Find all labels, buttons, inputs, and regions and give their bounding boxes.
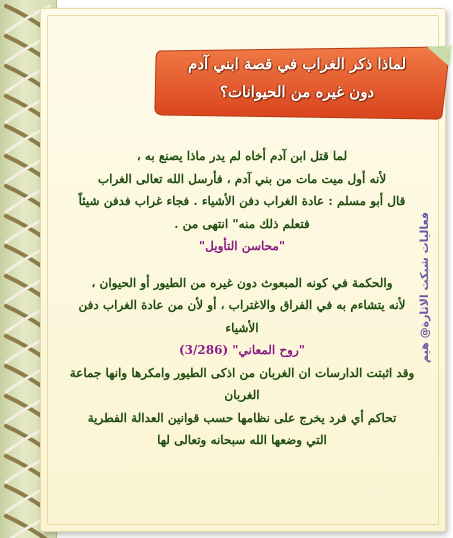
title-line-1: لماذا ذكر الغراب في قصة ابني آدم	[187, 55, 407, 73]
para1-line-4: فتعلم ذلك منه" انتهى من .	[174, 216, 310, 231]
para2-line-2: لأنه يتشاءم به في الفراق والاغتراب ، أو لأن من عادة الغراب دفن الأشياء	[78, 298, 406, 335]
spacer	[68, 258, 416, 272]
para1-line-1: لما قتل ابن آدم أخاه لم يدر ماذا يصنع به ،	[136, 149, 348, 163]
para3-line-3: التي وضعها الله سبحانه وتعالى لها	[157, 433, 327, 447]
title-line-2: دون غيره من الحيوانات؟	[219, 83, 375, 101]
title	[162, 50, 432, 106]
article-body	[68, 145, 416, 452]
para3-line-1: وقد اثبتت الدارسات ان الغربان من اذكى الطيور وامكرها وانها جماعة الغربان	[69, 365, 415, 402]
para1-line-3: قال أبو مسلم : عادة الغراب دفن الأشياء . فجاء غراب فدفن شيئاً	[78, 194, 406, 208]
reference-1: "محاسن التأويل"	[198, 239, 286, 253]
title-banner	[152, 45, 452, 121]
credit-watermark: فعاليات شبكت الاثارة@ هيم	[418, 212, 431, 364]
para1-line-2: لأنه أول ميت مات من بني آدم ، فأرسل الله تعالى الغراب	[97, 171, 387, 186]
para2-line-1: والحكمة في كونه المبعوث دون غيره من الطيور أو الحيوان ،	[91, 275, 393, 290]
reference-2: "روح المعاني" (3/286)	[178, 343, 306, 357]
para3-line-2: تحاكم أي فرد يخرج على نظامها حسب قوانين العدالة الفطرية	[87, 410, 397, 425]
